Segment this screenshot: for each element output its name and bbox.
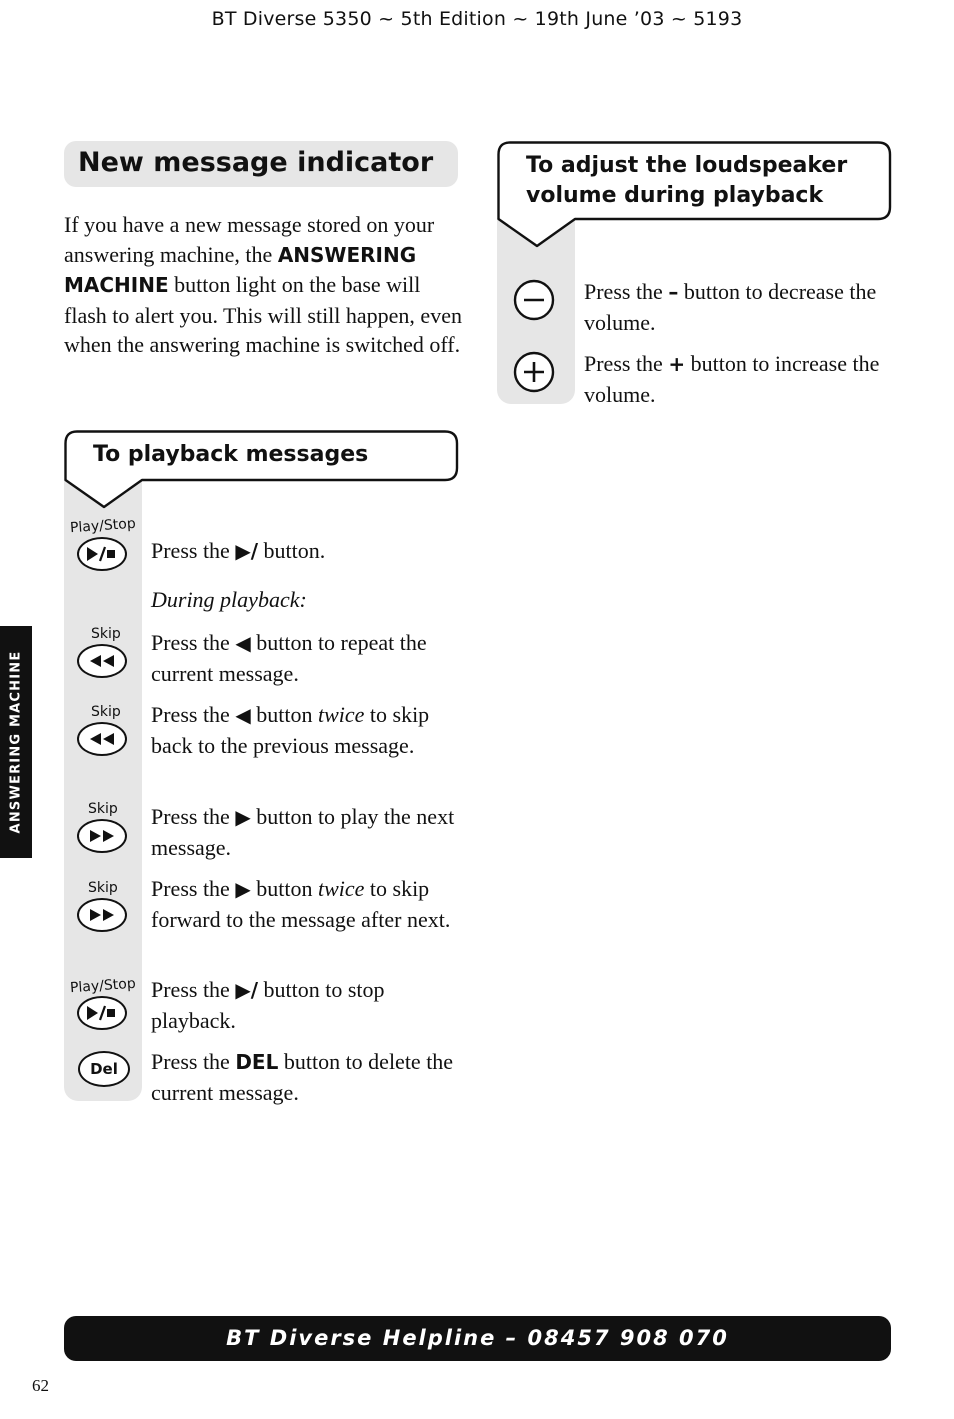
section-title: New message indicator [78, 147, 434, 178]
skip-back-symbol: ◀ [235, 703, 251, 727]
play-stop-symbol: ▶/ [235, 539, 259, 563]
page-number: 62 [32, 1376, 49, 1395]
indicator-text-2: button light on the base will flash to alert you. This will still happen, even when the answering machine is switched off. [64, 272, 462, 357]
skip-label: Skip [88, 801, 118, 817]
answering-machine-key: ANSWERING MACHINE [64, 242, 417, 297]
helpline-text: BT Diverse Helpline – 08457 908 070 [226, 1326, 729, 1350]
skip-back-symbol: ◀ [235, 631, 251, 655]
indicator-text-1: If you have a new message stored on your answering machine, the [64, 212, 435, 267]
step-delete: Press the DEL button to delete the current message. [151, 1049, 454, 1105]
step-decrease: Press the – button to decrease the volume. [584, 279, 877, 335]
skip-back-button[interactable] [77, 644, 127, 678]
during-playback-label: During playback: [151, 587, 307, 612]
step-skip-forward: Press the ▶ button twice to skip forward to the message after next. [151, 876, 451, 932]
play-stop-button[interactable] [77, 537, 127, 571]
play-stop-symbol: ▶/ [235, 978, 259, 1002]
play-stop-button[interactable] [77, 996, 127, 1030]
step-next: Press the ▶ button to play the next message. [151, 804, 455, 860]
skip-forward-button[interactable] [77, 898, 127, 932]
volume-callout [497, 141, 893, 249]
volume-callout-title-line2: volume during playback [526, 183, 824, 208]
skip-label: Skip [88, 880, 118, 896]
minus-key: – [668, 280, 679, 304]
running-head: BT Diverse 5350 ~ 5th Edition ~ 19th June ’03 ~ 5193 [211, 8, 743, 30]
rewind-icon [87, 653, 117, 669]
skip-label: Skip [91, 626, 121, 642]
step-skip-back: Press the ◀ button twice to skip back to the previous message. [151, 702, 430, 758]
volume-up-button[interactable] [513, 351, 555, 398]
skip-forward-button[interactable] [77, 819, 127, 853]
step-increase: Press the + button to increase the volume. [584, 351, 880, 407]
skip-forward-symbol: ▶ [235, 877, 251, 901]
side-tab-label: ANSWERING MACHINE [8, 650, 24, 834]
section-side-tab [0, 626, 32, 858]
fast-forward-icon [87, 828, 117, 844]
playback-callout [64, 430, 460, 510]
minus-icon [513, 279, 555, 321]
fast-forward-icon [87, 907, 117, 923]
playback-callout-title: To playback messages [93, 442, 369, 467]
plus-icon [513, 351, 555, 393]
del-button[interactable] [78, 1051, 130, 1087]
plus-key: + [668, 352, 686, 376]
helpline-bar [64, 1316, 891, 1361]
step-repeat: Press the ◀ button to repeat the current message. [151, 630, 427, 686]
play-stop-icon [85, 1004, 119, 1022]
play-stop-icon [85, 545, 119, 563]
rewind-icon [87, 731, 117, 747]
volume-down-button[interactable] [513, 279, 555, 326]
indicator-paragraph [64, 210, 464, 360]
play-stop-label: Play/Stop [69, 515, 137, 537]
volume-callout-title-line1: To adjust the loudspeaker [526, 153, 848, 178]
play-stop-label: Play/Stop [69, 975, 137, 997]
step-play: Press the ▶/ button. [151, 538, 326, 563]
del-button-label: Del [90, 1060, 118, 1078]
step-stop: Press the ▶/ button to stop playback. [151, 977, 385, 1033]
skip-label: Skip [91, 704, 121, 720]
skip-back-button[interactable] [77, 722, 127, 756]
del-key: DEL [235, 1050, 279, 1074]
skip-forward-symbol: ▶ [235, 805, 251, 829]
section-title-box [64, 141, 458, 187]
